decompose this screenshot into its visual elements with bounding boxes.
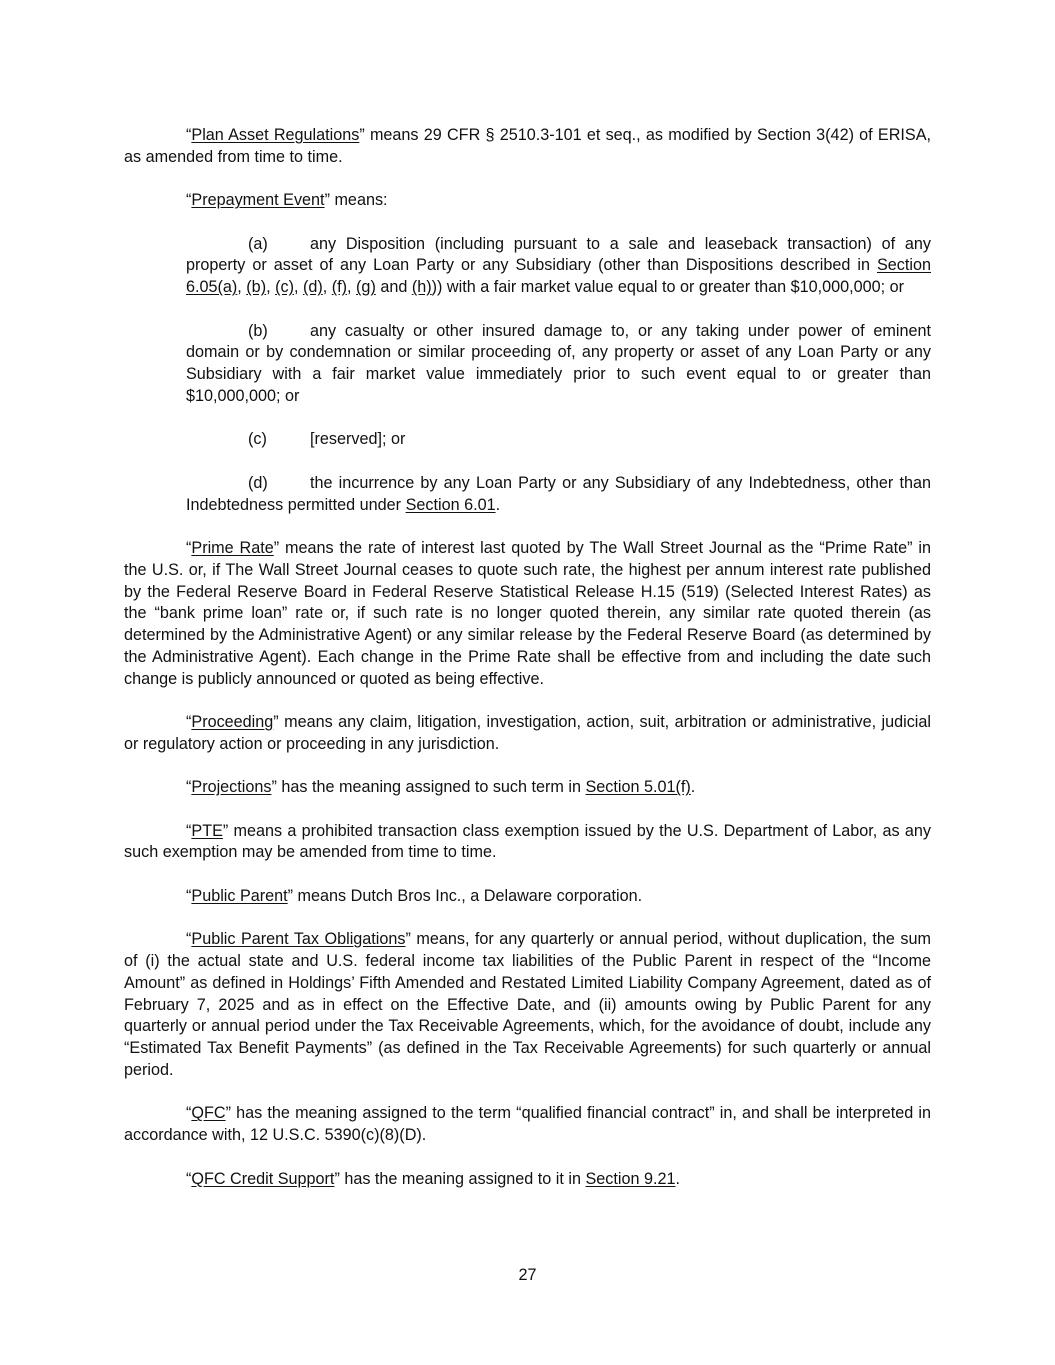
definition-qfc: “QFC” has the meaning assigned to the term “qualified financial contract” in, and shall be interpreted in accordance with, 12 U.S.C. 5390(c)(8)(D). [124,1104,931,1145]
prepayment-item-c: (c) [reserved]; or [248,430,406,449]
page-number: 27 [518,1266,537,1284]
prepayment-item-a: (a) any Disposition (including pursuant to a sale and leaseback transaction) of any property or asset of any Loan Party or any Subsidiary (other than Dispositions described in Section 6.05(a), (b), (c), (d), (f), (g) and (h))) with a fair market value equal to or greater than $10,000,000; or [186,234,931,297]
section-reference: (d) [302,278,323,297]
defined-term: Prepayment Event [191,191,325,210]
defined-term: Public Parent [191,886,288,905]
section-reference: (b) [246,278,267,297]
defined-term: Plan Asset Regulations [191,126,360,144]
defined-term: QFC [191,1104,226,1123]
defined-term: QFC Credit Support [191,1169,335,1188]
section-reference: (h) [411,278,432,297]
definition-pte: “PTE” means a prohibited transaction class exemption issued by the U.S. Department of Labor, as any such exemption may be amended from time to time. [124,821,931,862]
definition-qfc-credit-support: “QFC Credit Support” has the meaning assigned to it in Section 9.21. [186,1169,680,1188]
definition-proceeding: “Proceeding” means any claim, litigation, investigation, action, suit, arbitration or administrative, judicial or regulatory action or proceeding in any jurisdiction. [124,713,931,753]
section-reference: (f) [331,278,348,297]
prepayment-item-d: (d) the incurrence by any Loan Party or any Subsidiary of any Indebtedness, other than Indebtedness permitted under Section 6.01. [186,473,931,514]
defined-term: PTE [191,821,223,840]
defined-term: Projections [191,778,272,797]
section-reference: Section 9.21 [585,1169,676,1188]
defined-term: Prime Rate [191,538,274,557]
section-reference: Section 5.01(f) [585,778,691,797]
defined-term: Proceeding [191,713,274,732]
section-reference: (g) [356,278,376,297]
definition-projections: “Projections” has the meaning assigned to such term in Section 5.01(f). [186,778,696,797]
section-reference: Section 6.05(a) [186,256,931,297]
section-reference: Section 6.01 [405,495,496,514]
definition-public-parent-tax-obligations: “Public Parent Tax Obligations” means, for any quarterly or annual period, without duplication, the sum of (i) the actual state and U.S. federal income tax liabilities of the Public Parent in respect of the “Income Amount” as defined in Holdings’ Fifth Amended and Restated Limited Liability Company Agreement, dated as of February 7, 2025 and as in effect on the Effective Date, and (ii) amounts owing by Public Parent for any quarterly or annual period under the Tax Receivable Agreements, which, for the avoidance of doubt, include any “Estimated Tax Benefit Payments” (as defined in the Tax Receivable Agreements) for such quarterly or annual period. [124,930,931,1080]
definition-prepayment-event: “Prepayment Event” means: [186,191,388,210]
definition-prime-rate: “Prime Rate” means the rate of interest last quoted by The Wall Street Journal as the “Prime Rate” in the U.S. or, if The Wall Street Journal ceases to quote such rate, the highest per annum interest rate published by the Federal Reserve Board in Federal Reserve Statistical Release H.15 (519) (Selected Interest Rates) as the “bank prime loan” rate or, if such rate is no longer quoted therein, any similar rate quoted therein (as determined by the Administrative Agent) or any similar release by the Federal Reserve Board (as determined by the Administrative Agent). Each change in the Prime Rate shall be effective from and including the date such change is publicly announced or quoted as being effective. [124,538,931,688]
definition-public-parent: “Public Parent” means Dutch Bros Inc., a Delaware corporation. [186,886,643,905]
section-reference: (c) [275,278,294,297]
definition-plan-asset-regulations: “Plan Asset Regulations” means 29 CFR § 2510.3-101 et seq., as modified by Section 3(42) of ERISA, as amended from time to time. [124,126,931,166]
document-body [124,125,931,1212]
prepayment-item-b: (b) any casualty or other insured damage to, or any taking under power of eminent domain or by condemnation or similar proceeding of, any property or asset of any Loan Party or any Subsidiary with a fair market value immediately prior to such event equal to or greater than $10,000,000; or [186,321,931,405]
defined-term: Public Parent Tax Obligations [191,930,406,949]
